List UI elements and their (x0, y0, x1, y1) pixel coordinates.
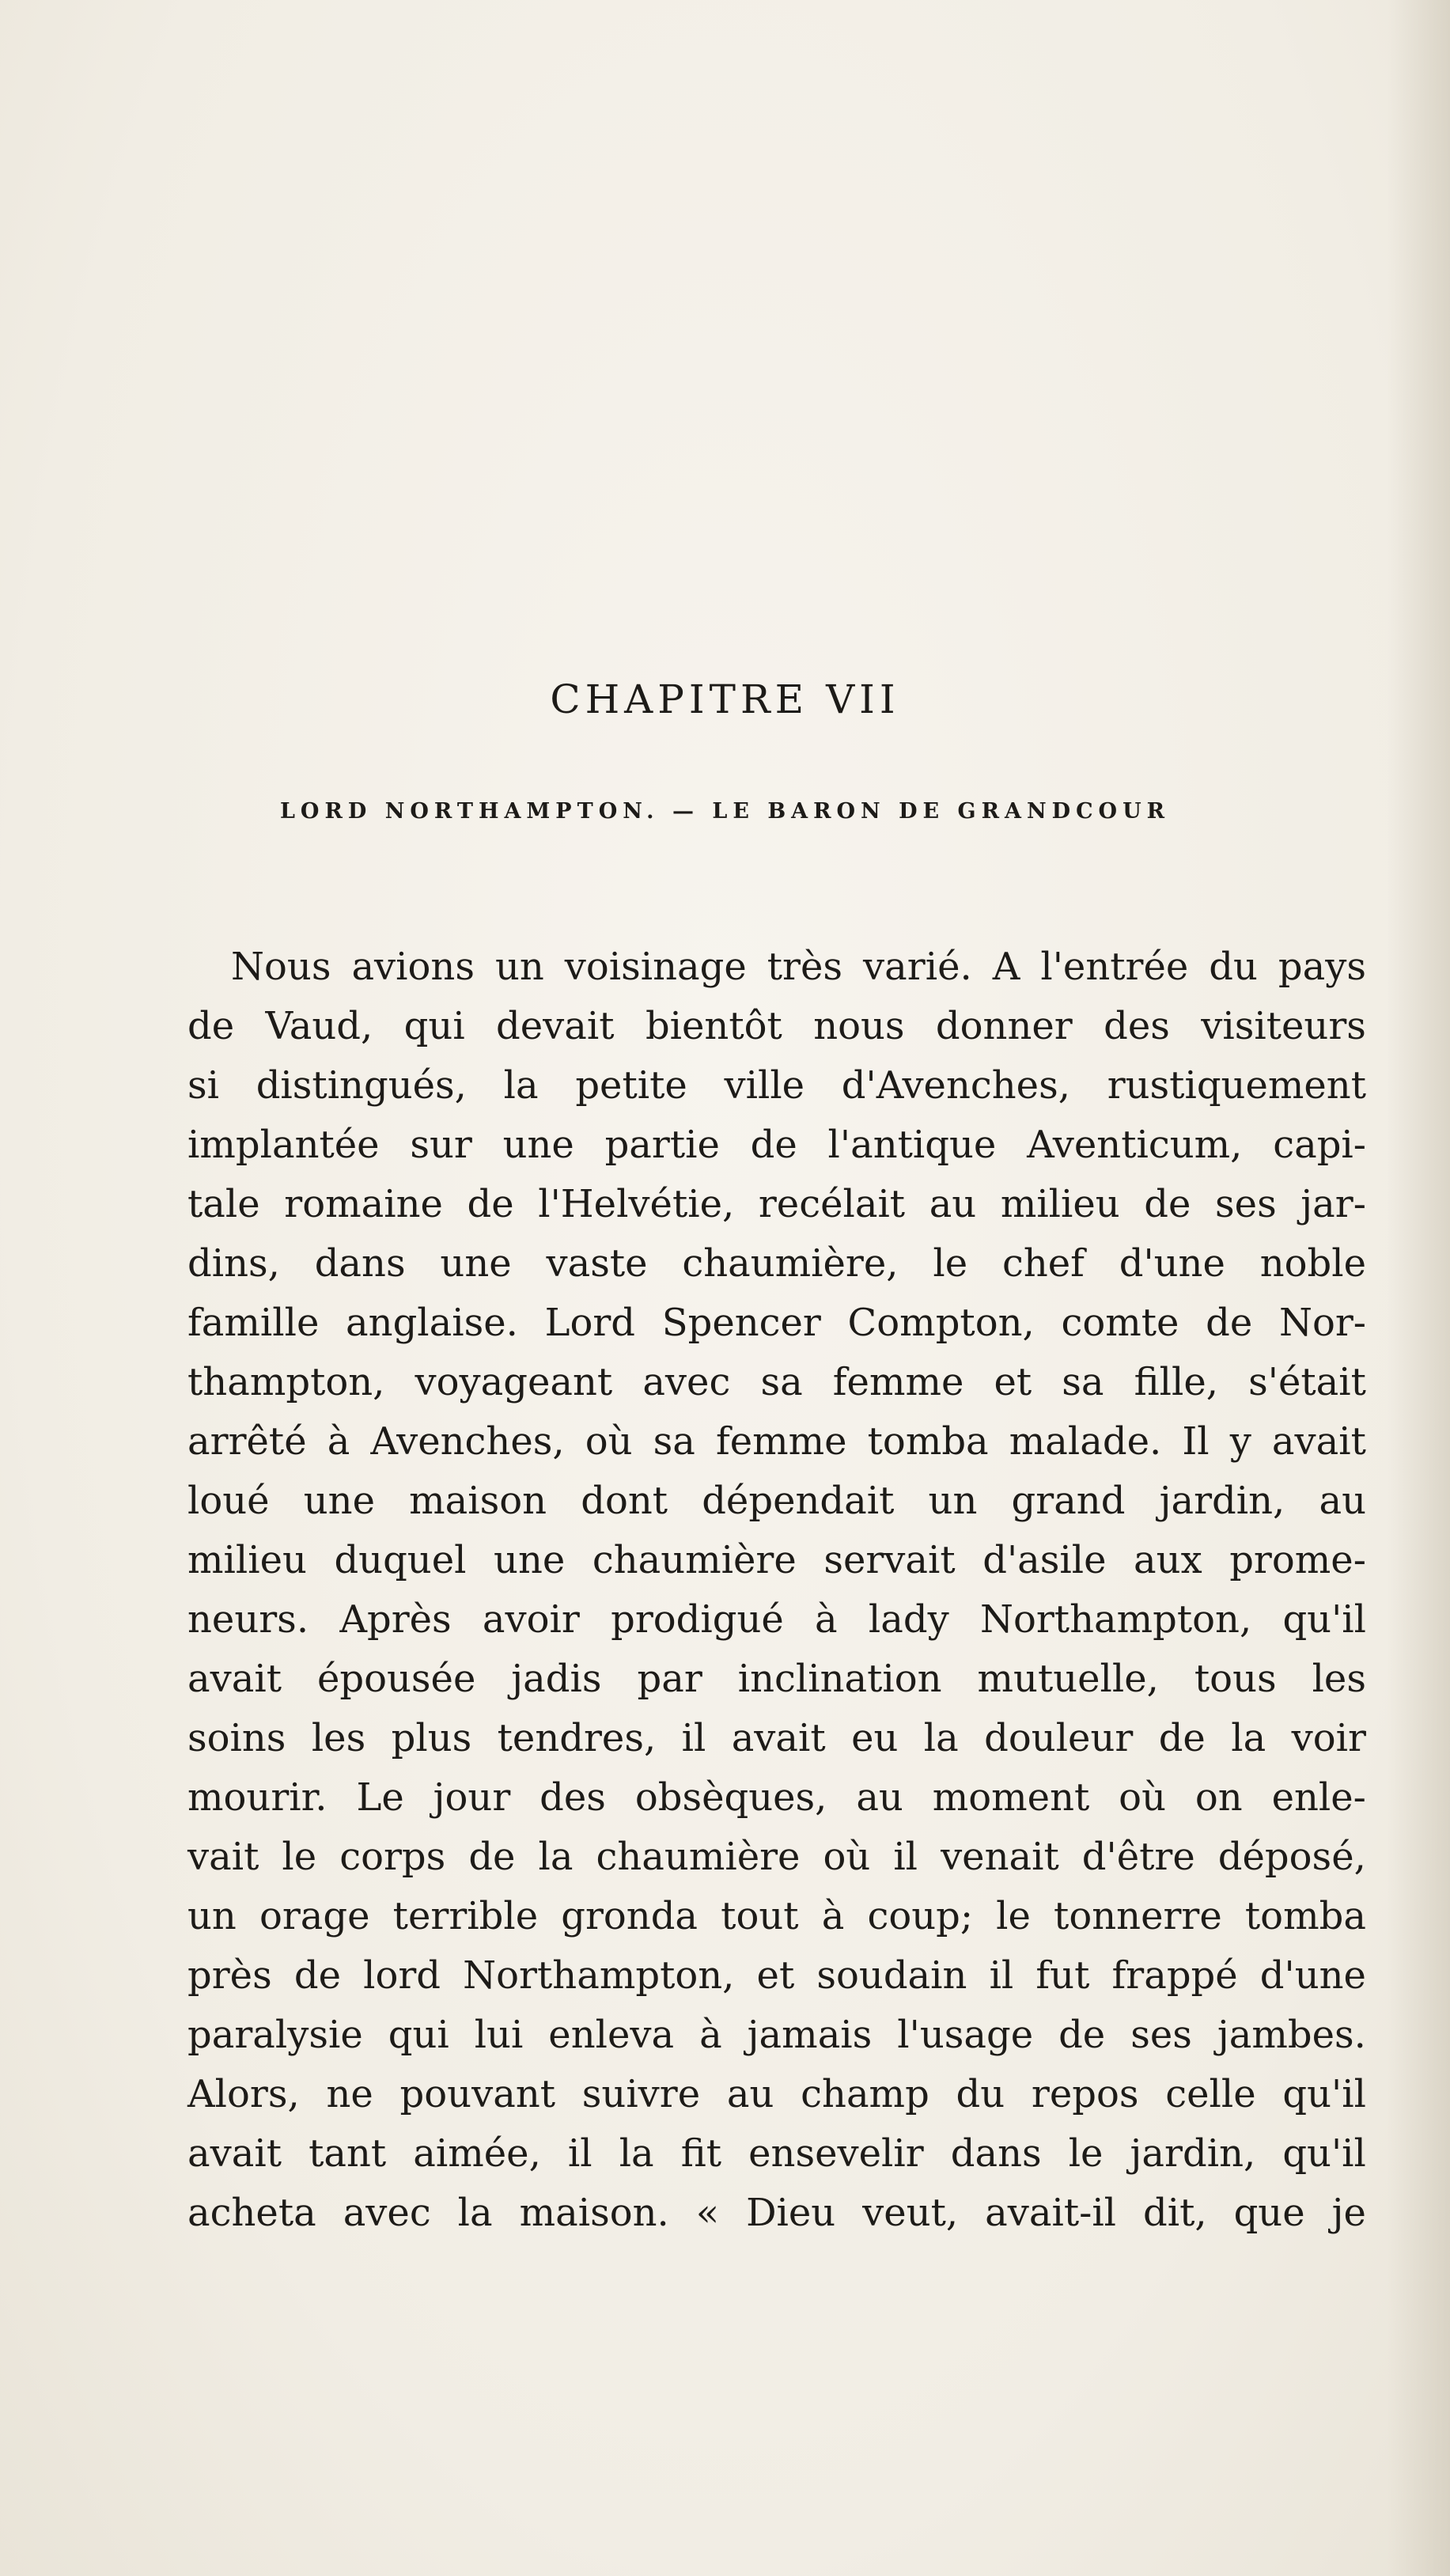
word: le (933, 1241, 968, 1286)
word: maison. (519, 2191, 669, 2235)
word: lady (868, 1597, 949, 1642)
word: Spencer (661, 1301, 821, 1345)
word: maison (409, 1479, 547, 1523)
word: au (929, 1182, 977, 1226)
text-line (187, 938, 1366, 997)
text-line (187, 1294, 1366, 1353)
word: avait (187, 1657, 282, 1701)
word: nous (813, 1004, 905, 1048)
word: ses (1215, 1182, 1277, 1226)
word: où (585, 1419, 633, 1464)
word: sa (653, 1419, 695, 1464)
word: fut (1035, 1953, 1090, 1998)
word: grand (1011, 1479, 1126, 1523)
word: près (187, 1953, 272, 1998)
word: à (821, 1894, 845, 1938)
word: il (989, 1953, 1014, 1998)
word: du (1209, 945, 1258, 989)
word: comte (1061, 1301, 1179, 1345)
word: si (187, 1063, 219, 1108)
chapter-body (187, 938, 1366, 2243)
word: d'une (1119, 1241, 1225, 1286)
word: il (681, 1716, 706, 1760)
word: sa (1062, 1360, 1104, 1404)
word: où (823, 1835, 871, 1879)
word: veut, (862, 2191, 959, 2235)
page-edge-shadow (1387, 0, 1450, 2576)
word: les (1312, 1657, 1366, 1701)
text-line (187, 997, 1366, 1056)
word: Dieu (746, 2191, 836, 2235)
word: de (1058, 2013, 1106, 2057)
word: chaumière, (682, 1241, 899, 1286)
word: partie (604, 1123, 720, 1167)
word: Alors, (187, 2072, 300, 2116)
word: avec (343, 2191, 431, 2235)
word: eu (851, 1716, 899, 1760)
word: voyageant (415, 1360, 613, 1404)
word: à (815, 1597, 838, 1642)
word: plus (391, 1716, 472, 1760)
text-line (187, 1412, 1366, 1472)
word: terrible (392, 1894, 539, 1938)
word: jar- (1300, 1182, 1366, 1226)
word: ses (1130, 2013, 1192, 2057)
word: tonnerre (1054, 1894, 1222, 1938)
word: Nor- (1278, 1301, 1366, 1345)
word: chaumière (592, 1538, 797, 1582)
word: lui (474, 2013, 524, 2057)
word: dépendait (702, 1479, 895, 1523)
word: sa (760, 1360, 803, 1404)
word: la (619, 2131, 654, 2176)
word: soins (187, 1716, 286, 1760)
word: déposé, (1217, 1835, 1366, 1879)
word: devait (496, 1004, 615, 1048)
word: repos (1031, 2072, 1139, 2116)
word: rustiquement (1107, 1063, 1366, 1108)
word: de (468, 1835, 516, 1879)
word: douleur (984, 1716, 1134, 1760)
word: mutuelle, (977, 1657, 1159, 1701)
word: romaine (284, 1182, 443, 1226)
text-line (187, 1709, 1366, 1768)
word: bientôt (645, 1004, 782, 1048)
word: Aventicum, (1027, 1123, 1243, 1167)
word: et (756, 1953, 795, 1998)
word: du (956, 2072, 1005, 2116)
word: à (699, 2013, 722, 2057)
word: au (856, 1775, 903, 1820)
word: le (996, 1894, 1031, 1938)
word: Avenches, (370, 1419, 565, 1464)
word: paralysie (187, 2013, 363, 2057)
word: sur (410, 1123, 472, 1167)
word: s'était (1248, 1360, 1366, 1404)
word: acheta (187, 2191, 316, 2235)
word: qu'il (1282, 2131, 1366, 2176)
word: aimée, (413, 2131, 541, 2176)
word: moment (932, 1775, 1090, 1820)
word: et (994, 1360, 1032, 1404)
word: loué (187, 1479, 270, 1523)
word: avions (351, 945, 475, 989)
word: de (187, 1004, 235, 1048)
word: de (1144, 1182, 1191, 1226)
word: ville (724, 1063, 805, 1108)
word: anglaise. (346, 1301, 518, 1345)
word: inclination (737, 1657, 942, 1701)
word: très (767, 945, 843, 989)
word: enleva (548, 2013, 675, 2057)
word: tale (187, 1182, 260, 1226)
word: aux (1134, 1538, 1202, 1582)
word: de (1158, 1716, 1206, 1760)
word: gronda (561, 1894, 698, 1938)
word: tous (1194, 1657, 1277, 1701)
text-line (187, 1946, 1366, 2006)
word: qui (403, 1004, 465, 1048)
word: Après (339, 1597, 452, 1642)
word: pays (1278, 945, 1366, 989)
word: ne (326, 2072, 373, 2116)
word: malade. (1009, 1419, 1162, 1464)
word: dins, (187, 1241, 280, 1286)
word: au (726, 2072, 774, 2116)
word: une (502, 1123, 574, 1167)
word: la (538, 1835, 574, 1879)
word: que (1233, 2191, 1305, 2235)
word: vaste (546, 1241, 648, 1286)
word: au (1319, 1479, 1366, 1523)
word: épousée (316, 1657, 476, 1701)
word: le (282, 1835, 317, 1879)
word: venait (941, 1835, 1059, 1879)
word: il (893, 1835, 918, 1879)
word: avait (187, 2131, 282, 2176)
word: capi- (1273, 1123, 1366, 1167)
word: recélait (758, 1182, 906, 1226)
word: on (1194, 1775, 1243, 1820)
word: petite (575, 1063, 687, 1108)
word: la (457, 2191, 493, 2235)
word: avoir (482, 1597, 580, 1642)
word: d'une (1259, 1953, 1366, 1998)
word: l'entrée (1040, 945, 1189, 989)
word: servait (823, 1538, 956, 1582)
word: tomba (1244, 1894, 1366, 1938)
word: tant (309, 2131, 387, 2176)
word: d'Avenches, (841, 1063, 1070, 1108)
word: dont (581, 1479, 668, 1523)
word: un (928, 1479, 978, 1523)
text-line (187, 1768, 1366, 1828)
word: noble (1259, 1241, 1366, 1286)
text-line (187, 1234, 1366, 1294)
word: des (1104, 1004, 1170, 1048)
text-line (187, 1828, 1366, 1887)
word: la (1231, 1716, 1266, 1760)
word: mourir. (187, 1775, 327, 1820)
word: la (503, 1063, 539, 1108)
word: avait (731, 1716, 826, 1760)
word: duquel (334, 1538, 467, 1582)
word: Le (356, 1775, 404, 1820)
word: Il (1182, 1419, 1210, 1464)
word: thampton, (187, 1360, 385, 1404)
word: par (637, 1657, 702, 1701)
word: tout (721, 1894, 799, 1938)
word: d'être (1081, 1835, 1195, 1879)
text-line (187, 2184, 1366, 2243)
word: qu'il (1282, 2072, 1366, 2116)
text-line (187, 1116, 1366, 1175)
word: voir (1291, 1716, 1366, 1760)
word: varié. (863, 945, 972, 989)
word: suivre (581, 2072, 701, 2116)
text-line (187, 2124, 1366, 2184)
word: prodigué (611, 1597, 784, 1642)
word: enle- (1271, 1775, 1366, 1820)
word: une (440, 1241, 512, 1286)
word: une (494, 1538, 566, 1582)
word: de (1206, 1301, 1253, 1345)
word: implantée (187, 1123, 380, 1167)
word: neurs. (187, 1597, 309, 1642)
word: donner (935, 1004, 1073, 1048)
word: où (1119, 1775, 1166, 1820)
word: chef (1001, 1241, 1085, 1286)
word: Northampton, (979, 1597, 1252, 1642)
text-line (187, 1472, 1366, 1531)
word: Compton, (847, 1301, 1035, 1345)
word: l'antique (827, 1123, 997, 1167)
text-line (187, 1531, 1366, 1590)
word: jambes. (1217, 2013, 1366, 2057)
word: il (567, 2131, 592, 2176)
word: avait-il (985, 2191, 1117, 2235)
word: frappé (1111, 1953, 1238, 1998)
text-line (187, 1353, 1366, 1412)
chapter-subtitle: LORD NORTHAMPTON. — LE BARON DE GRANDCOUR (279, 799, 1171, 824)
word: Nous (231, 945, 331, 989)
word: vait (187, 1835, 259, 1879)
word: famille (187, 1301, 320, 1345)
text-line (187, 1175, 1366, 1234)
word: fille, (1134, 1360, 1219, 1404)
word: obsèques, (634, 1775, 827, 1820)
text-line (187, 1590, 1366, 1650)
text-line (187, 1887, 1366, 1946)
text-line (187, 1056, 1366, 1116)
word: femme (715, 1419, 847, 1464)
word: dit, (1142, 2191, 1207, 2235)
word: y (1229, 1419, 1251, 1464)
word: « (695, 2191, 720, 2235)
word: lord (363, 1953, 441, 1998)
word: qui (388, 2013, 449, 2057)
word: de (750, 1123, 797, 1167)
word: voisinage (564, 945, 747, 989)
chapter-title: CHAPITRE VII (550, 676, 900, 722)
word: le (1068, 2131, 1104, 2176)
word: Lord (544, 1301, 636, 1345)
word: qu'il (1282, 1597, 1366, 1642)
word: milieu (1000, 1182, 1120, 1226)
text-line (187, 2065, 1366, 2124)
word: distingués, (256, 1063, 467, 1108)
word: une (303, 1479, 375, 1523)
word: d'asile (982, 1538, 1107, 1582)
word: celle (1165, 2072, 1256, 2116)
word: la (923, 1716, 959, 1760)
word: Northampton, (463, 1953, 735, 1998)
word: les (311, 1716, 366, 1760)
word: dans (950, 2131, 1042, 2176)
word: jardin, (1159, 1479, 1285, 1523)
word: tomba (867, 1419, 989, 1464)
word: fit (680, 2131, 722, 2176)
word: de (467, 1182, 514, 1226)
word: femme (832, 1360, 964, 1404)
word: visiteurs (1201, 1004, 1366, 1048)
word: des (539, 1775, 606, 1820)
word: arrêté (187, 1419, 307, 1464)
word: jamais (747, 2013, 873, 2057)
word: à (327, 1419, 350, 1464)
word: pouvant (399, 2072, 556, 2116)
word: corps (339, 1835, 446, 1879)
word: chaumière (596, 1835, 801, 1879)
text-line (187, 2006, 1366, 2065)
word: un (187, 1894, 237, 1938)
word: dans (314, 1241, 406, 1286)
word: avec (642, 1360, 731, 1404)
word: A (992, 945, 1020, 989)
word: coup; (867, 1894, 974, 1938)
word: tendres, (497, 1716, 657, 1760)
word: prome- (1229, 1538, 1366, 1582)
word: jardin, (1130, 2131, 1256, 2176)
word: ensevelir (748, 2131, 924, 2176)
word: avait (1271, 1419, 1366, 1464)
word: soudain (816, 1953, 967, 1998)
word: jadis (511, 1657, 602, 1701)
word: l'usage (897, 2013, 1034, 2057)
word: Vaud, (265, 1004, 373, 1048)
word: de (293, 1953, 341, 1998)
word: orage (259, 1894, 370, 1938)
word: jour (433, 1775, 511, 1820)
word: un (494, 945, 544, 989)
word: milieu (187, 1538, 307, 1582)
word: l'Helvétie, (538, 1182, 735, 1226)
word: je (1331, 2191, 1366, 2235)
word: champ (801, 2072, 929, 2116)
text-line (187, 1650, 1366, 1709)
